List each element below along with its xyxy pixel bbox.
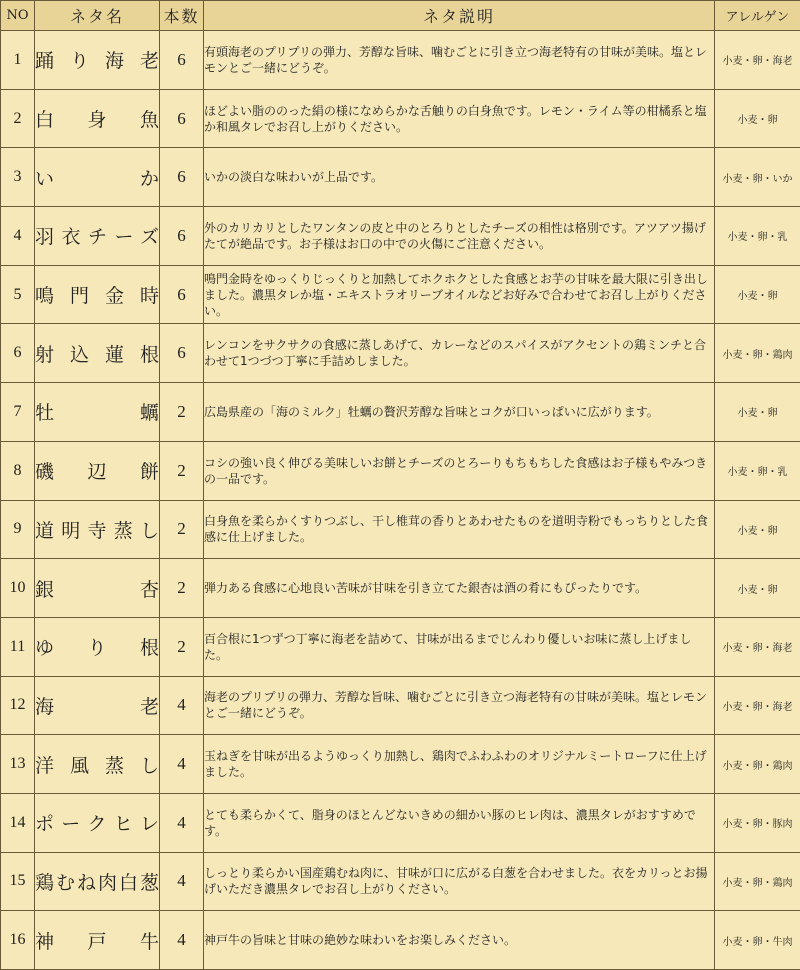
item-count: 6: [160, 207, 204, 266]
table-row: [1, 793, 800, 852]
table-row: [1, 89, 800, 148]
item-allergen: 小麦・卵・乳: [715, 441, 800, 500]
table-row: [1, 676, 800, 735]
item-allergen: 小麦・卵・鶏肉: [715, 852, 800, 911]
item-number: 1: [1, 31, 35, 90]
item-description: いかの淡白な味わいが上品です。: [204, 148, 715, 207]
table-row: [1, 559, 800, 618]
item-count: 4: [160, 676, 204, 735]
item-number: 7: [1, 383, 35, 442]
item-allergen: 小麦・卵: [715, 559, 800, 618]
item-count: 4: [160, 735, 204, 794]
item-description: 外のカリカリとしたワンタンの皮と中のとろりとしたチーズの相性は格別です。アツアツ揚げたてが絶品です。お子様はお口の中での火傷にご注意ください。: [204, 207, 715, 266]
table-row: [1, 617, 800, 676]
item-allergen: 小麦・卵: [715, 89, 800, 148]
header-allergen: アレルゲン: [715, 1, 800, 31]
header-count: 本数: [160, 1, 204, 31]
item-allergen: 小麦・卵: [715, 383, 800, 442]
table-row: [1, 441, 800, 500]
table-row: [1, 500, 800, 559]
item-name: 磯辺餅: [35, 441, 160, 500]
item-description: コシの強い良く伸びる美味しいお餅とチーズのとろーりもちもちした食感はお子様もやみつきの一品です。: [204, 441, 715, 500]
table-row: [1, 911, 800, 970]
table-row: [1, 852, 800, 911]
item-name: いか: [35, 148, 160, 207]
table-row: [1, 324, 800, 383]
table-row: [1, 207, 800, 266]
header-row: [1, 1, 800, 31]
item-description: 神戸牛の旨味と甘味の絶妙な味わいをお楽しみください。: [204, 911, 715, 970]
item-name: 牡蠣: [35, 383, 160, 442]
item-count: 6: [160, 148, 204, 207]
item-allergen: 小麦・卵: [715, 500, 800, 559]
table-row: [1, 31, 800, 90]
item-count: 6: [160, 31, 204, 90]
item-number: 2: [1, 89, 35, 148]
item-name: 鶏むね肉白葱: [35, 852, 160, 911]
item-description: 鳴門金時をゆっくりじっくりと加熱してホクホクとした食感とお芋の甘味を最大限に引き出しました。濃黒タレか塩・エキストラオリーブオイルなどお好みで合わせてお召し上がりください。: [204, 265, 715, 324]
item-number: 3: [1, 148, 35, 207]
item-count: 2: [160, 383, 204, 442]
item-number: 5: [1, 265, 35, 324]
item-number: 4: [1, 207, 35, 266]
item-count: 6: [160, 324, 204, 383]
item-allergen: 小麦・卵・海老: [715, 676, 800, 735]
item-description: 有頭海老のプリプリの弾力、芳醇な旨味、噛むごとに引き立つ海老特有の甘味が美味。塩とレモンとご一緒にどうぞ。: [204, 31, 715, 90]
item-description: 広島県産の「海のミルク」牡蠣の贅沢芳醇な旨味とコクが口いっぱいに広がります。: [204, 383, 715, 442]
item-allergen: 小麦・卵・海老: [715, 31, 800, 90]
item-count: 4: [160, 852, 204, 911]
item-number: 15: [1, 852, 35, 911]
item-description: とても柔らかくて、脂身のほとんどないきめの細かい豚のヒレ肉は、濃黒タレがおすすめです。: [204, 793, 715, 852]
table-row: [1, 148, 800, 207]
item-count: 6: [160, 265, 204, 324]
item-count: 4: [160, 793, 204, 852]
item-name: ポークヒレ: [35, 793, 160, 852]
item-number: 8: [1, 441, 35, 500]
item-number: 13: [1, 735, 35, 794]
item-count: 2: [160, 559, 204, 618]
item-name: 神戸牛: [35, 911, 160, 970]
header-no: NO: [1, 1, 35, 31]
item-number: 11: [1, 617, 35, 676]
item-name: 踊り海老: [35, 31, 160, 90]
item-allergen: 小麦・卵・鶏肉: [715, 735, 800, 794]
menu-rows: [1, 31, 800, 970]
item-description: 海老のプリプリの弾力、芳醇な旨味、噛むごとに引き立つ海老特有の甘味が美味。塩とレモンとご一緒にどうぞ。: [204, 676, 715, 735]
item-description: 白身魚を柔らかくすりつぶし、干し椎茸の香りとあわせたものを道明寺粉でもっちりとした食感に仕上げました。: [204, 500, 715, 559]
item-name: 洋風蒸し: [35, 735, 160, 794]
item-count: 4: [160, 911, 204, 970]
item-allergen: 小麦・卵・乳: [715, 207, 800, 266]
item-name: 射込蓮根: [35, 324, 160, 383]
table-row: [1, 383, 800, 442]
table-row: [1, 265, 800, 324]
item-name: 鳴門金時: [35, 265, 160, 324]
item-number: 10: [1, 559, 35, 618]
item-number: 12: [1, 676, 35, 735]
item-count: 2: [160, 441, 204, 500]
header-description: ネタ説明: [204, 1, 715, 31]
item-description: 玉ねぎを甘味が出るようゆっくり加熱し、鶏肉でふわふわのオリジナルミートローフに仕上げました。: [204, 735, 715, 794]
item-name: 白身魚: [35, 89, 160, 148]
item-name: 羽衣チーズ: [35, 207, 160, 266]
item-count: 2: [160, 617, 204, 676]
item-description: レンコンをサクサクの食感に蒸しあげて、カレーなどのスパイスがアクセントの鶏ミンチと合わせて1つづつ丁寧に手詰めしました。: [204, 324, 715, 383]
item-allergen: 小麦・卵: [715, 265, 800, 324]
table-row: [1, 735, 800, 794]
item-number: 9: [1, 500, 35, 559]
item-allergen: 小麦・卵・鶏肉: [715, 324, 800, 383]
item-count: 6: [160, 89, 204, 148]
item-allergen: 小麦・卵・豚肉: [715, 793, 800, 852]
item-description: 弾力ある食感に心地良い苦味が甘味を引き立てた銀杏は酒の肴にもぴったりです。: [204, 559, 715, 618]
item-number: 16: [1, 911, 35, 970]
item-allergen: 小麦・卵・牛肉: [715, 911, 800, 970]
item-count: 2: [160, 500, 204, 559]
item-name: 銀杏: [35, 559, 160, 618]
item-number: 6: [1, 324, 35, 383]
item-name: ゆり根: [35, 617, 160, 676]
item-description: ほどよい脂ののった絹の様になめらかな舌触りの白身魚です。レモン・ライム等の柑橘系と塩か和風タレでお召し上がりください。: [204, 89, 715, 148]
item-name: 海老: [35, 676, 160, 735]
item-allergen: 小麦・卵・海老: [715, 617, 800, 676]
item-description: しっとり柔らかい国産鶏むね肉に、甘味が口に広がる白葱を合わせました。衣をカリっとお揚げいただき濃黒タレでお召し上がりください。: [204, 852, 715, 911]
item-allergen: 小麦・卵・いか: [715, 148, 800, 207]
item-description: 百合根に1つずつ丁寧に海老を詰めて、甘味が出るまでじんわり優しいお味に蒸し上げました。: [204, 617, 715, 676]
item-number: 14: [1, 793, 35, 852]
item-name: 道明寺蒸し: [35, 500, 160, 559]
header-name: ネタ名: [35, 1, 160, 31]
